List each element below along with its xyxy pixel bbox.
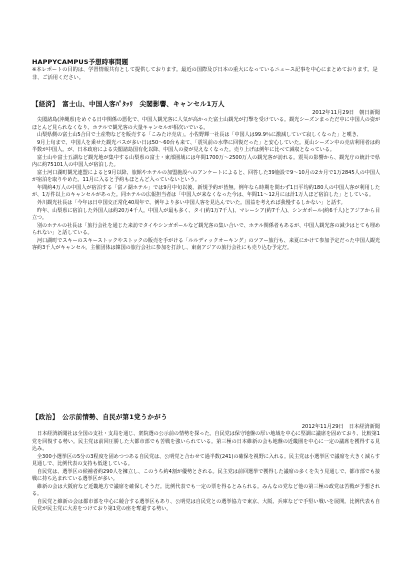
article-paragraph: 昨年、山梨県に宿泊した外国人は約20万4千人。中国人が最も多く、タイ(約1万7千人)、マレーシア(約7千人)、シンガポール(約6千人)とアジアから目立つ。 bbox=[32, 207, 380, 222]
article-paragraph: 自民党と維新の会は都市部を中心に競合する選挙区もあり、公明党は自民党との選挙協力で東京、大阪、兵庫などで手堅い戦いを展開。比例代表も自民党が民主党に大差をつけており第1党の座を奪還する勢い。 bbox=[32, 498, 380, 513]
article-body-economy bbox=[32, 117, 380, 253]
article-paragraph: 年間約4万人の中国人が宿泊する「富ノ湖ホテル」では9月中旬以後、新規予約が皆無。例年なら時期を問わず1日平均約180人の中国人客が利用したが、1万件以上のキャンセルがあった。同ホテルの広報担当者は「中国人が来なくなった今は、年間11～12月には計1万人ほど宿泊した」としている。 bbox=[32, 184, 380, 199]
article-paragraph: 自民党は、選挙区の候補者約290人を擁立し、このうち約4割が優勢とされる。民主党は前回選挙で獲得した議席の多くを失う見通しで、都市部でも接戦に持ち込まれている選挙区が多い。 bbox=[32, 468, 380, 483]
article-paragraph: 別のホテルの社長は「旅行会社を通じた来訪でタイやシンガポールなど観光客の集い合いで、ホテル関係者もあるが、中国人観光客の減少はとても埋められない」と話している。 bbox=[32, 222, 380, 237]
article-paragraph: 日本経済新聞社は全国の支社・支局を通じ、衆院選の公示前の情勢を探った。自民党は保守地盤の厚い地域を中心に堅調に議席を固めており、比較第1党を回復する勢い。民主党は前回圧勝した大都市部でも苦戦を強いられている。第三極の日本維新の会も地盤の近畿圏を中心に一定の議席を獲得する見込み。 bbox=[32, 431, 380, 453]
article-dateline-economy: 2012年11月29日 朝日新聞 bbox=[312, 110, 380, 116]
article-paragraph: 富士河口湖町観光連盟によると9月以降、旅館やホテルの加盟施設へのアンケートによると、回答した39施設で9～10月の2カ月で1万2845人の中国人が宿泊を取りやめた。11月に入ると予約もほとんど入っていないという。 bbox=[32, 169, 380, 184]
article-headline-economy: 【経済】 富士山、中国人客ﾊﾟﾀｯﾘ 尖閣影響、キャンセル1万人 bbox=[32, 100, 225, 108]
article-paragraph: 富士山や富士五湖など観光地が集中する山梨県の富士・東部圏域には年間1700万～2500万人の観光客が訪れる。震災の影響から、観光庁の統計で県内に約75101人の中国人が宿泊した。 bbox=[32, 154, 380, 169]
article-paragraph: 河口湖町でスキーのスキーストックやストックの販売を手がける「ルルディックオーキング」のツアー旅行も、来夏にかけて参加予定だった中国人観光客約3千人がキャンセル。主催団体は韓国の旅行会社に参加を打診し、東南アジアの旅行会社にも売り込む予定だ。 bbox=[32, 237, 380, 252]
article-paragraph: 9月上旬まで、中国人を乗せた観光バスが多い日は50～60台も来て、「震災前の水準に回復だった」と安心していた。夏山シーズン中の売店利用者は約半数が中国人。が、日本政府による尖閣諸島国有化以降、中国人の姿が見えなくなった。売り上げは例年に比べて減収となっている。 bbox=[32, 139, 380, 154]
article-paragraph: 山梨県側の富士山5合目で土産物などを販売する「こみたけ売店」。小佐野輝一社長は「中国人は99.9％に激減していて寂しくなった」と嘆き、 bbox=[37, 132, 362, 139]
article-paragraph: 全300小選挙区の5分の3程度を固めつつある自民党は、公明党と合わせて過半数(241)の確保を視野に入れる。民主党は小選挙区で議席を大きく減らす見通しで、比例代表の支持も低迷している。 bbox=[32, 453, 380, 468]
article-dateline-politics: 2012年11月29日 日本経済新聞 bbox=[301, 424, 380, 430]
document-title: HAPPYCAMPUS予想時事問題 bbox=[32, 58, 129, 66]
article-paragraph: 維新の会は大阪府など近畿地方で議席を確保しそうだ。比例代表でも一定の票を得るとみられる。みんなの党など他の第三極の政党は苦戦が予想される。 bbox=[32, 483, 380, 498]
article-paragraph: 尖閣諸島(沖縄県)をめぐる日中関係の悪化で、中国人観光客に人気が高かった富士山観光が打撃を受けている。観光シーズンまっただ中に中国人の姿がほとんど見られなくなり、ホテルで観光客の大量キャンセルが相次いでいる。 bbox=[32, 117, 380, 131]
document-note: ※本レポートの目的は、学習情報共有として提供しております。最近の国際及び日本の重大になっているニュース記事を中心にまとめております。是非、ご活用ください。 bbox=[32, 67, 378, 81]
article-paragraph: 外川観光社長は「今年は日中国交正常化40周年で、例年より多い中国人客を見込んでいた。国益を考えれば我慢するしかない」と話す。 bbox=[37, 200, 346, 207]
article-body-politics bbox=[32, 431, 380, 514]
article-headline-politics: 【政治】 公示前情勢、自民が第1党うかがう bbox=[32, 413, 168, 421]
